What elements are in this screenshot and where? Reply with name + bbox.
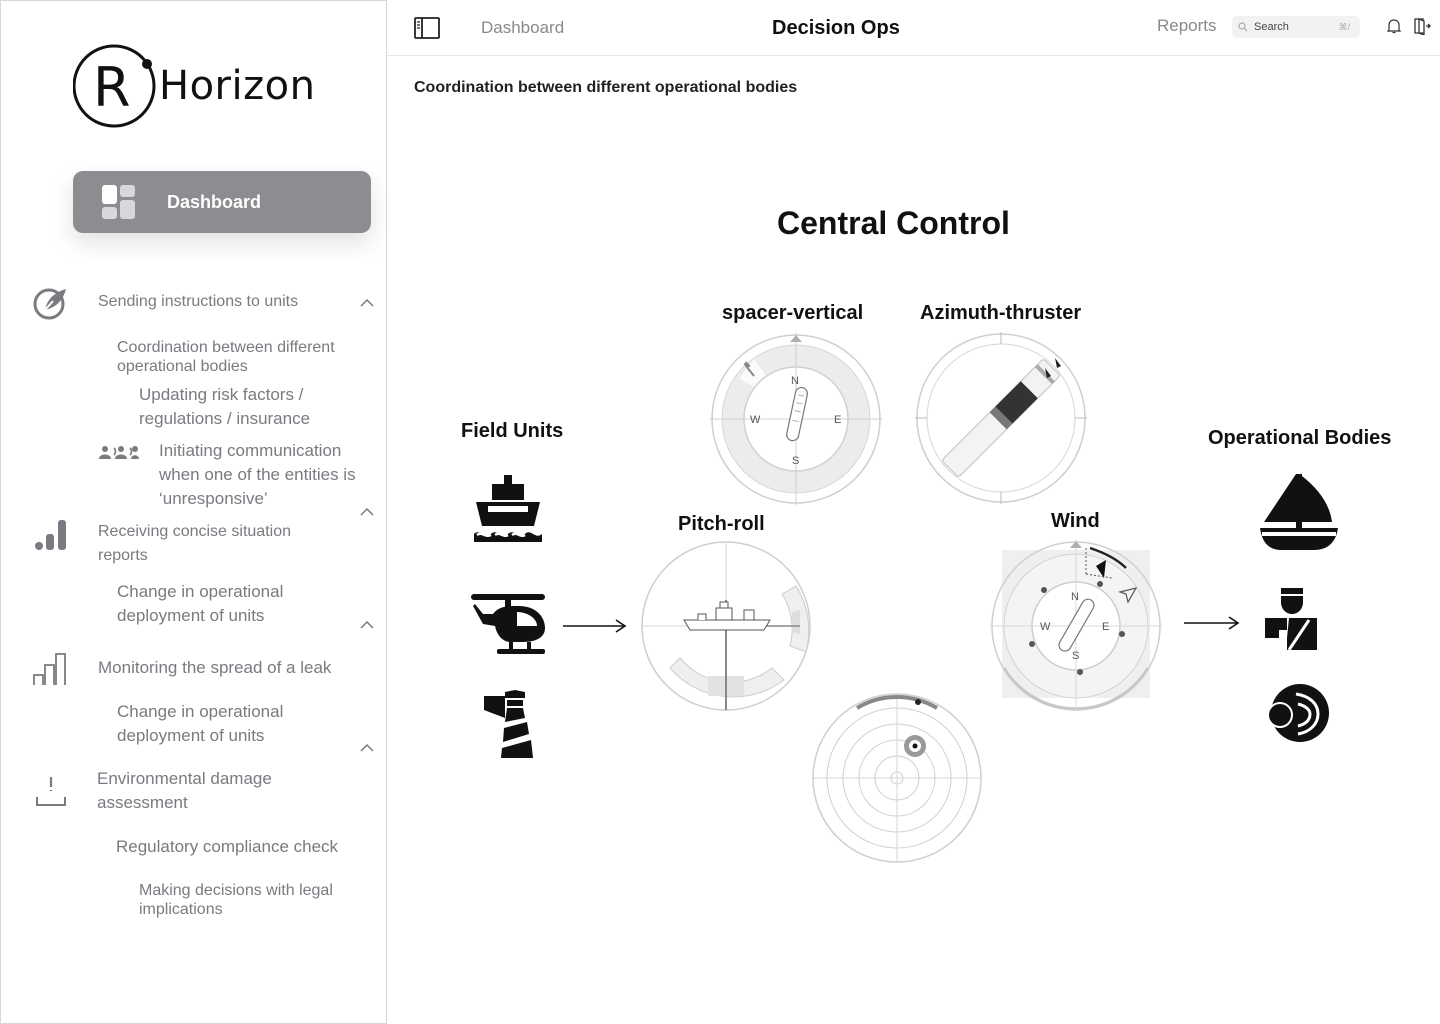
wind-compass-s: S — [1072, 650, 1080, 662]
nav-updating-risk[interactable]: Updating risk factors / regulations / insurance — [139, 385, 311, 428]
logo-mark-icon — [73, 41, 163, 131]
teamspeak-icon[interactable] — [1266, 682, 1334, 744]
breadcrumb[interactable]: Dashboard — [481, 18, 565, 37]
nav-change-deployment-2[interactable]: Change in operational deployment of units — [117, 702, 284, 745]
compass-w: W — [750, 414, 761, 426]
dashboard-label: Dashboard — [167, 191, 262, 212]
brand-name: Horizon — [159, 63, 316, 109]
group-speaking-icon — [99, 444, 139, 462]
page-subtitle: Coordination between different operational bodies — [414, 79, 798, 96]
wind-compass-e: E — [1102, 621, 1110, 633]
nav-receiving-reports[interactable]: Receiving concise situation reports — [98, 523, 291, 564]
dashboard-grid-icon — [101, 184, 137, 220]
pitch-roll-label: Pitch-roll — [678, 513, 765, 535]
reports-link[interactable]: Reports — [1157, 16, 1217, 35]
bell-icon[interactable] — [1387, 18, 1401, 34]
bar-chart-filled-icon — [34, 518, 68, 552]
nav-initiating-communication[interactable]: Initiating communication when one of the entities is ‘unresponsive’ — [159, 441, 356, 508]
spacer-vertical-gauge[interactable] — [710, 333, 882, 505]
top-bar — [387, 0, 1440, 56]
chevron-up-icon[interactable] — [359, 298, 375, 308]
chevron-up-icon[interactable] — [359, 620, 375, 630]
central-control-heading: Central Control — [777, 205, 1010, 241]
search-shortcut: ⌘/ — [1338, 21, 1350, 32]
ship-icon[interactable] — [474, 474, 542, 544]
nav-coordination[interactable]: Coordination between different operational bodies — [117, 339, 335, 375]
dashboard-button[interactable] — [73, 171, 371, 233]
operational-bodies-label: Operational Bodies — [1208, 427, 1392, 449]
spacer-vertical-label: spacer-vertical — [722, 302, 864, 324]
logout-icon[interactable] — [1413, 17, 1431, 35]
edit-circle-icon — [33, 285, 69, 321]
page-title: Decision Ops — [772, 17, 900, 39]
nav-sending-instructions[interactable]: Sending instructions to units — [98, 293, 299, 310]
logo-letter: R — [93, 56, 131, 119]
search-input[interactable] — [1232, 16, 1360, 38]
nav-regulatory-check[interactable]: Regulatory compliance check — [116, 837, 339, 856]
compass-s: S — [792, 455, 800, 467]
helicopter-icon[interactable] — [469, 592, 547, 656]
bar-chart-outline-icon — [33, 652, 67, 686]
arrow-right-icon — [1183, 614, 1241, 632]
compass-e: E — [834, 414, 842, 426]
sidebar-toggle-icon[interactable] — [414, 17, 440, 39]
radar-gauge[interactable] — [811, 692, 985, 866]
download-tray-icon — [35, 775, 67, 809]
wind-gauge[interactable] — [988, 538, 1164, 712]
officer-icon[interactable] — [1265, 588, 1319, 652]
wind-label: Wind — [1051, 510, 1100, 532]
search-icon — [1238, 22, 1248, 32]
arrow-right-icon — [562, 617, 628, 635]
chevron-up-icon[interactable] — [359, 507, 375, 517]
sailboat-icon[interactable] — [1258, 472, 1340, 552]
field-units-label: Field Units — [461, 420, 564, 442]
brand-logo[interactable] — [73, 41, 316, 131]
pitch-roll-gauge[interactable] — [640, 540, 814, 714]
lighthouse-icon[interactable] — [483, 690, 535, 760]
sidebar — [0, 0, 387, 1024]
compass-n: N — [791, 375, 799, 387]
nav-monitoring-leak[interactable]: Monitoring the spread of a leak — [98, 658, 332, 677]
wind-compass-n: N — [1071, 591, 1079, 603]
azimuth-thruster-gauge[interactable] — [915, 332, 1087, 504]
nav-change-deployment-1[interactable]: Change in operational deployment of units — [117, 582, 284, 625]
chevron-up-icon[interactable] — [359, 743, 375, 753]
nav-legal-decisions[interactable]: Making decisions with legal implications — [139, 882, 333, 918]
azimuth-thruster-label: Azimuth-thruster — [920, 302, 1082, 324]
search-placeholder: Search — [1254, 21, 1289, 33]
wind-compass-w: W — [1040, 621, 1051, 633]
nav-environmental-assessment[interactable]: Environmental damage assessment — [97, 769, 272, 812]
